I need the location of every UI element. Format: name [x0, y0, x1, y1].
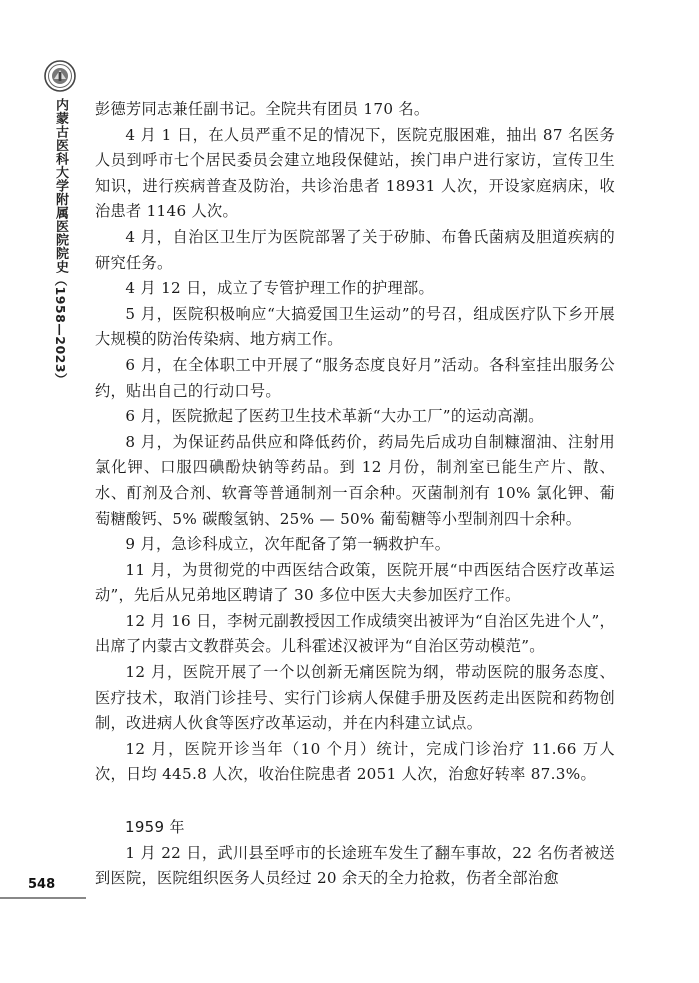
paragraph: 12 月，医院开诊当年（10 个月）统计，完成门诊治疗 11.66 万人次，日均 445.8 人次，收治住院患者 2051 人次，治愈好转率 87.3%。 [95, 739, 615, 784]
paragraph: 6 月，医院掀起了医药卫生技术革新“大办工厂”的运动高潮。 [125, 407, 544, 426]
hospital-logo-icon [44, 60, 76, 92]
paragraph: 9 月，急诊科成立，次年配备了第一辆救护车。 [125, 535, 451, 554]
paragraph: 12 月 16 日，李树元副教授因工作成绩突出被评为“自治区先进个人”，出席了内蒙古文教群英会。儿科霍述汉被评为“自治区劳动模范”。 [95, 611, 615, 656]
paragraph: 6 月，在全体职工中开展了“服务态度良好月”活动。各科室挂出服务公约，贴出自己的行动口号。 [95, 355, 615, 400]
paragraph: 4 月 1 日，在人员严重不足的情况下，医院克服困难，抽出 87 名医务人员到呼市七个居民委员会建立地段保健站，挨门串户进行家访，宣传卫生知识，进行疾病普查及防治，共诊治患者 18931 人次，开设家庭病床，收治患者 1146 人次。 [95, 125, 615, 221]
sidebar [0, 0, 88, 983]
paragraph: 4 月，自治区卫生厅为医院部署了关于矽肺、布鲁氏菌病及胆道疾病的研究任务。 [95, 227, 615, 272]
page-number: 548 [28, 877, 56, 892]
main-text [95, 97, 615, 892]
book-title: 内蒙古医科大学附属医院院史 [53, 98, 68, 274]
paragraph: 11 月，为贯彻党的中西医结合政策，医院开展“中西医结合医疗改革运动”，先后从兄弟地区聘请了 30 多位中医大夫参加医疗工作。 [95, 560, 615, 605]
paragraph: 4 月 12 日，成立了专管护理工作的护理部。 [125, 279, 434, 298]
book-years: （1958—2023） [53, 273, 68, 387]
paragraph: 5 月，医院积极响应“大搞爱国卫生运动”的号召，组成医疗队下乡开展大规模的防治传染病、地方病工作。 [95, 304, 615, 349]
paragraph: 彭德芳同志兼任副书记。全院共有团员 170 名。 [95, 100, 430, 118]
section-heading-year: 1959 年 [125, 818, 185, 837]
book-title-vertical [49, 98, 71, 386]
paragraph: 1 月 22 日，武川县至呼市的长途班车发生了翻车事故，22 名伤者被送到医院，医院组织医务人员经过 20 余天的全力抢救，伤者全部治愈 [95, 843, 615, 888]
page-number-rule [0, 897, 86, 899]
paragraph: 12 月，医院开展了一个以创新无痛医院为纲，带动医院的服务态度、医疗技术，取消门诊挂号、实行门诊病人保健手册及医药走出医院和药物创制，改进病人伙食等医疗改革运动，并在内科建立试点。 [95, 663, 615, 733]
paragraph: 8 月，为保证药品供应和降低药价，药局先后成功自制糠溜油、注射用氯化钾、口服四碘酚炔钠等药品。到 12 月份，制剂室已能生产片、散、水、酊剂及合剂、软膏等普通制剂一百余种。灭菌制剂有 10% 氯化钾、葡萄糖酸钙、5% 碳酸氢钠、25% — 50% 葡萄糖等小型制剂四十余种。 [95, 432, 615, 528]
